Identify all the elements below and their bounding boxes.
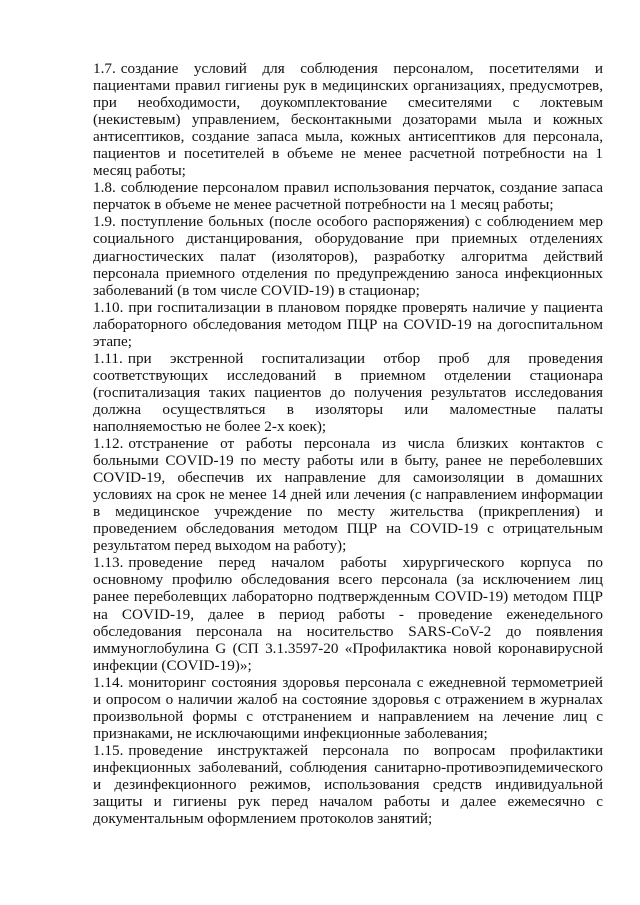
list-item-1-13	[93, 554, 603, 673]
item-text: при госпитализации в плановом порядке проверять наличие у пациента лабораторного обследования методом ПЦР на COVID-19 на догоспитальном этапе;	[93, 298, 603, 350]
item-text: при экстренной госпитализации отбор проб для проведения соответствующих исследований в приемном отделении стационара (госпитализация таких пациентов до получения результатов исследования должна осуществляться в изоляторы или маломестные палаты наполняемостью не более 2-х коек);	[93, 349, 603, 435]
list-item-1-7	[93, 60, 603, 179]
list-item-1-14	[93, 674, 603, 742]
item-text: поступление больных (после особого распоряжения) с соблюдением мер социального дистанцирования, оборудование при приемных отделениях диагностических палат (изоляторов), разработку алгоритма действий персонала приемного отделения по предупреждению заноса инфекционных заболеваний (в том числе COVID-19) в стационар;	[93, 213, 603, 299]
item-number: 1.13.	[93, 554, 124, 572]
item-number: 1.14.	[93, 673, 124, 691]
item-number: 1.11.	[93, 349, 123, 367]
item-number: 1.10.	[93, 298, 124, 316]
item-number: 1.8.	[93, 179, 116, 197]
list-item-1-11	[93, 350, 603, 435]
list-item-1-8	[93, 179, 603, 213]
item-text: проведение инструктажей персонала по вопросам профилактики инфекционных заболеваний, соблюдения санитарно-противоэпидемического и дезинфекционного режимов, использования средств индивидуальной защиты и гигиены рук перед началом работы и далее ежемесячно с документальным оформлением протоколов занятий;	[93, 741, 603, 828]
item-number: 1.9.	[93, 213, 116, 231]
item-number: 1.7.	[93, 60, 116, 77]
item-text: отстранение от работы персонала из числа близких контактов с больными COVID-19 по месту работы или в быту, ранее не переболевших COVID-19, обеспечив их направление для самоизоляции в домашних условиях на срок не менее 14 дней или лечения (с направлением информации в медицинское учреждение по месту жительства (прикрепления) и проведением обследования методом ПЦР на COVID-19 с отрицательным результатом перед выходом на работу);	[93, 435, 603, 555]
list-item-1-9	[93, 213, 603, 298]
item-text: соблюдение персоналом правил использования перчаток, создание запаса перчаток в объеме не менее расчетной потребности на 1 месяц работы;	[93, 179, 603, 214]
item-number: 1.15.	[93, 741, 124, 759]
list-item-1-15	[93, 742, 603, 827]
item-text: проведение перед началом работы хирургического корпуса по основному профилю обследования всего персонала (за исключением лиц ранее переболевщих лабораторно подтвержденным COVID-19) методом ПЦР на COVID-19, далее в период работы - проведение еженедельного обследования персонала на носительство SARS-CoV-2 до появления иммуноглобулина G (СП 3.1.3597-20 «Профилактика новой коронавирусной инфекции (COVID-19)»;	[93, 554, 603, 674]
document-body	[93, 60, 603, 827]
list-item-1-12	[93, 435, 603, 554]
item-number: 1.12.	[93, 435, 124, 453]
list-item-1-10	[93, 299, 603, 350]
item-text: создание условий для соблюдения персоналом, посетителями и пациентами правил гигиены рук в медицинских организациях, предусмотрев, при необходимости, доукомплектование смесителями с локтевым (некистевым) управлением, бесконтакными дозаторами мыла и кожных антисептиков, создание запаса мыла, кожных антисептиков для персонала, пациентов и посетителей в объеме не менее расчетной потребности на 1 месяц работы;	[93, 60, 603, 180]
item-text: мониторинг состояния здоровья персонала с ежедневной термометрией и опросом о наличии жалоб на состояние здоровья с отражением в журналах произвольной формы с отстранением и направлением на лечение лиц с признаками, не исключающими инфекционные заболевания;	[93, 673, 603, 742]
